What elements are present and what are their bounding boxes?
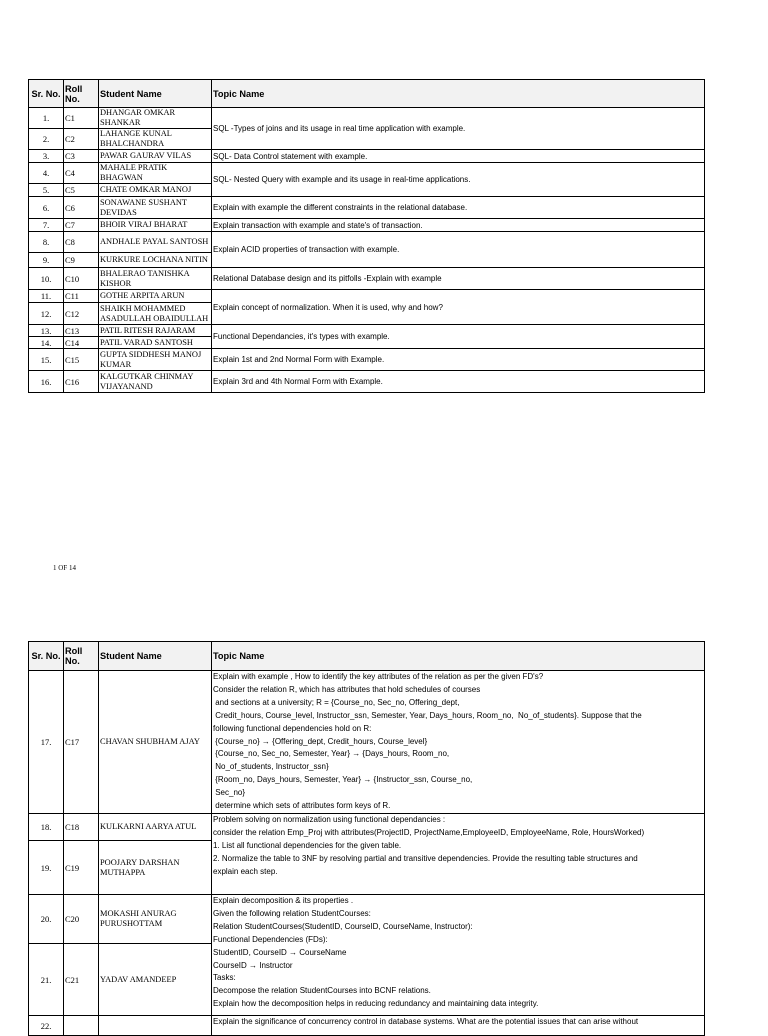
topic-line: {Room_no, Days_hours, Semester, Year} → {Instructor_ssn, Course_no,	[213, 775, 473, 785]
sr-cell: 7.	[29, 219, 64, 232]
sr-cell: 3.	[29, 150, 64, 163]
topic-line: Problem solving on normalization using functional dependancies :	[213, 815, 446, 824]
sr-cell: 15.	[29, 349, 64, 371]
header-student-name: Student Name	[99, 642, 212, 671]
topic-cell: Functional Dependancies, it's types with example.	[212, 325, 705, 349]
topic-line: 1. List all functional dependencies for the given table.	[213, 840, 402, 850]
topic-cell: SQL- Data Control statement with example.	[212, 150, 705, 163]
roll-cell: C19	[64, 841, 99, 895]
topic-line: 2. Normalize the table to 3NF by resolving partial and transitive dependencies. Provide the resulting table structures and	[213, 853, 638, 863]
name-cell: ANDHALE PAYAL SANTOSH	[99, 232, 212, 253]
table-row	[29, 671, 705, 814]
topic-cell: Explain 1st and 2nd Normal Form with Example.	[212, 349, 705, 371]
name-cell: CHATE OMKAR MANOJ	[99, 184, 212, 197]
name-cell: PAWAR GAURAV VILAS	[99, 150, 212, 163]
topic-cell: Explain concept of normalization. When it is used, why and how?	[212, 290, 705, 325]
table-row	[29, 325, 705, 337]
roll-cell: C3	[64, 150, 99, 163]
name-cell: BHOIR VIRAJ BHARAT	[99, 219, 212, 232]
table-row	[29, 150, 705, 163]
sr-cell: 9.	[29, 253, 64, 268]
topic-line: Tasks:	[213, 973, 236, 983]
topic-line: explain each step.	[213, 866, 278, 876]
roll-cell: C12	[64, 303, 99, 325]
topic-line: No_of_students, Instructor_ssn}	[213, 762, 329, 772]
table-row	[29, 268, 705, 290]
roll-cell: C4	[64, 163, 99, 184]
sr-cell: 19.	[29, 841, 64, 895]
name-cell: LAHANGE KUNAL BHALCHANDRA	[99, 129, 212, 150]
topic-table-page-2	[28, 641, 705, 1036]
roll-cell: C11	[64, 290, 99, 303]
name-cell: GOTHE ARPITA ARUN	[99, 290, 212, 303]
name-cell: CHAVAN SHUBHAM AJAY	[99, 671, 212, 814]
name-cell: SONAWANE SUSHANT DEVIDAS	[99, 197, 212, 219]
topic-line: Explain decomposition & its properties .	[213, 896, 354, 905]
name-cell: POOJARY DARSHAN MUTHAPPA	[99, 841, 212, 895]
name-cell	[99, 1016, 212, 1036]
roll-cell: C9	[64, 253, 99, 268]
header-roll-no: Roll No.	[64, 642, 99, 671]
table-row	[29, 163, 705, 184]
name-cell: KALGUTKAR CHINMAY VIJAYANAND	[99, 371, 212, 393]
topic-line: StudentID, CourseID → CourseName	[213, 947, 347, 957]
topic-cell: Relational Database design and its pitfolls -Explain with example	[212, 268, 705, 290]
roll-cell: C17	[64, 671, 99, 814]
topic-cell: Explain transaction with example and state's of transaction.	[212, 219, 705, 232]
topic-line: Credit_hours, Course_level, Instructor_ssn, Semester, Year, Days_hours, Room_no, No_of_students}. Suppose that the	[213, 710, 642, 720]
topic-line: Explain the significance of concurrency control in database systems. What are the potential issues that can arise without	[213, 1017, 639, 1026]
header-student-name: Student Name	[99, 80, 212, 108]
topic-line: Sec_no}	[213, 788, 246, 798]
topic-line: Given the following relation StudentCourses:	[213, 908, 371, 918]
topic-line: determine which sets of attributes form keys of R.	[213, 801, 391, 811]
topic-line: Relation StudentCourses(StudentID, CourseID, CourseName, Instructor):	[213, 921, 473, 931]
sr-cell: 22.	[29, 1016, 64, 1036]
table-row	[29, 108, 705, 129]
sr-cell: 21.	[29, 944, 64, 1016]
sr-cell: 2.	[29, 129, 64, 150]
topic-cell: Explain ACID properties of transaction with example.	[212, 232, 705, 268]
table-row	[29, 1016, 705, 1036]
topic-table-page-1	[28, 79, 705, 393]
name-cell: SHAIKH MOHAMMED ASADULLAH OBAIDULLAH	[99, 303, 212, 325]
name-cell: YADAV AMANDEEP	[99, 944, 212, 1016]
table-row	[29, 814, 705, 841]
table-row	[29, 290, 705, 303]
topic-line: CourseID → Instructor	[213, 960, 293, 970]
topic-cell: SQL- Nested Query with example and its usage in real-time applications.	[212, 163, 705, 197]
topic-cell	[212, 895, 705, 1016]
roll-cell: C6	[64, 197, 99, 219]
sr-cell: 1.	[29, 108, 64, 129]
topic-cell	[212, 671, 705, 814]
topic-line: and sections at a university; R = {Course_no, Sec_no, Offering_dept,	[213, 697, 460, 707]
name-cell: DHANGAR OMKAR SHANKAR	[99, 108, 212, 129]
sr-cell: 14.	[29, 337, 64, 349]
sr-cell: 18.	[29, 814, 64, 841]
name-cell: KULKARNI AARYA ATUL	[99, 814, 212, 841]
name-cell: GUPTA SIDDHESH MANOJ KUMAR	[99, 349, 212, 371]
sr-cell: 6.	[29, 197, 64, 219]
table-row	[29, 349, 705, 371]
topic-line: Decompose the relation StudentCourses into BCNF relations.	[213, 986, 431, 996]
roll-cell: C5	[64, 184, 99, 197]
roll-cell: C20	[64, 895, 99, 944]
header-sr-no: Sr. No.	[29, 80, 64, 108]
table-row	[29, 232, 705, 253]
roll-cell: C15	[64, 349, 99, 371]
topic-cell: Explain 3rd and 4th Normal Form with Example.	[212, 371, 705, 393]
header-roll-no: Roll No.	[64, 80, 99, 108]
topic-cell: Explain with example the different constraints in the relational database.	[212, 197, 705, 219]
topic-line: Explain with example , How to identify the key attributes of the relation as per the given FD's?	[213, 672, 544, 681]
name-cell: MAHALE PRATIK BHAGWAN	[99, 163, 212, 184]
topic-cell	[212, 1016, 705, 1036]
table-row	[29, 219, 705, 232]
name-cell: PATIL VARAD SANTOSH	[99, 337, 212, 349]
sr-cell: 4.	[29, 163, 64, 184]
name-cell: PATIL RITESH RAJARAM	[99, 325, 212, 337]
roll-cell: C7	[64, 219, 99, 232]
page-number: 1 OF 14	[53, 564, 76, 572]
table-row	[29, 371, 705, 393]
roll-cell	[64, 1016, 99, 1036]
roll-cell: C1	[64, 108, 99, 129]
topic-line: consider the relation Emp_Proj with attributes(ProjectID, ProjectName,EmployeeID, EmployeeName, Role, HoursWorked)	[213, 827, 645, 837]
roll-cell: C10	[64, 268, 99, 290]
topic-line: {Course_no, Sec_no, Semester, Year} → {Days_hours, Room_no,	[213, 749, 450, 759]
table-row	[29, 197, 705, 219]
table-row	[29, 895, 705, 944]
sr-cell: 16.	[29, 371, 64, 393]
sr-cell: 8.	[29, 232, 64, 253]
topic-line: Functional Dependencies (FDs):	[213, 934, 328, 944]
sr-cell: 5.	[29, 184, 64, 197]
sr-cell: 20.	[29, 895, 64, 944]
header-sr-no: Sr. No.	[29, 642, 64, 671]
roll-cell: C8	[64, 232, 99, 253]
topic-cell: SQL -Types of joins and its usage in real time application with example.	[212, 108, 705, 150]
roll-cell: C18	[64, 814, 99, 841]
header-topic-name: Topic Name	[212, 80, 705, 108]
sr-cell: 11.	[29, 290, 64, 303]
roll-cell: C14	[64, 337, 99, 349]
roll-cell: C13	[64, 325, 99, 337]
topic-cell	[212, 814, 705, 895]
topic-line: Consider the relation R, which has attributes that hold schedules of courses	[213, 684, 481, 694]
sr-cell: 17.	[29, 671, 64, 814]
sr-cell: 12.	[29, 303, 64, 325]
header-topic-name: Topic Name	[212, 642, 705, 671]
name-cell: KURKURE LOCHANA NITIN	[99, 253, 212, 268]
roll-cell: C16	[64, 371, 99, 393]
roll-cell: C21	[64, 944, 99, 1016]
topic-line: {Course_no} → {Offering_dept, Credit_hours, Course_level}	[213, 736, 428, 746]
topic-line: following functional dependencies hold on R:	[213, 723, 372, 733]
roll-cell: C2	[64, 129, 99, 150]
name-cell: BHALERAO TANISHKA KISHOR	[99, 268, 212, 290]
name-cell: MOKASHI ANURAG PURUSHOTTAM	[99, 895, 212, 944]
topic-line: Explain how the decomposition helps in reducing redundancy and maintaining data integrity.	[213, 999, 539, 1009]
sr-cell: 10.	[29, 268, 64, 290]
sr-cell: 13.	[29, 325, 64, 337]
